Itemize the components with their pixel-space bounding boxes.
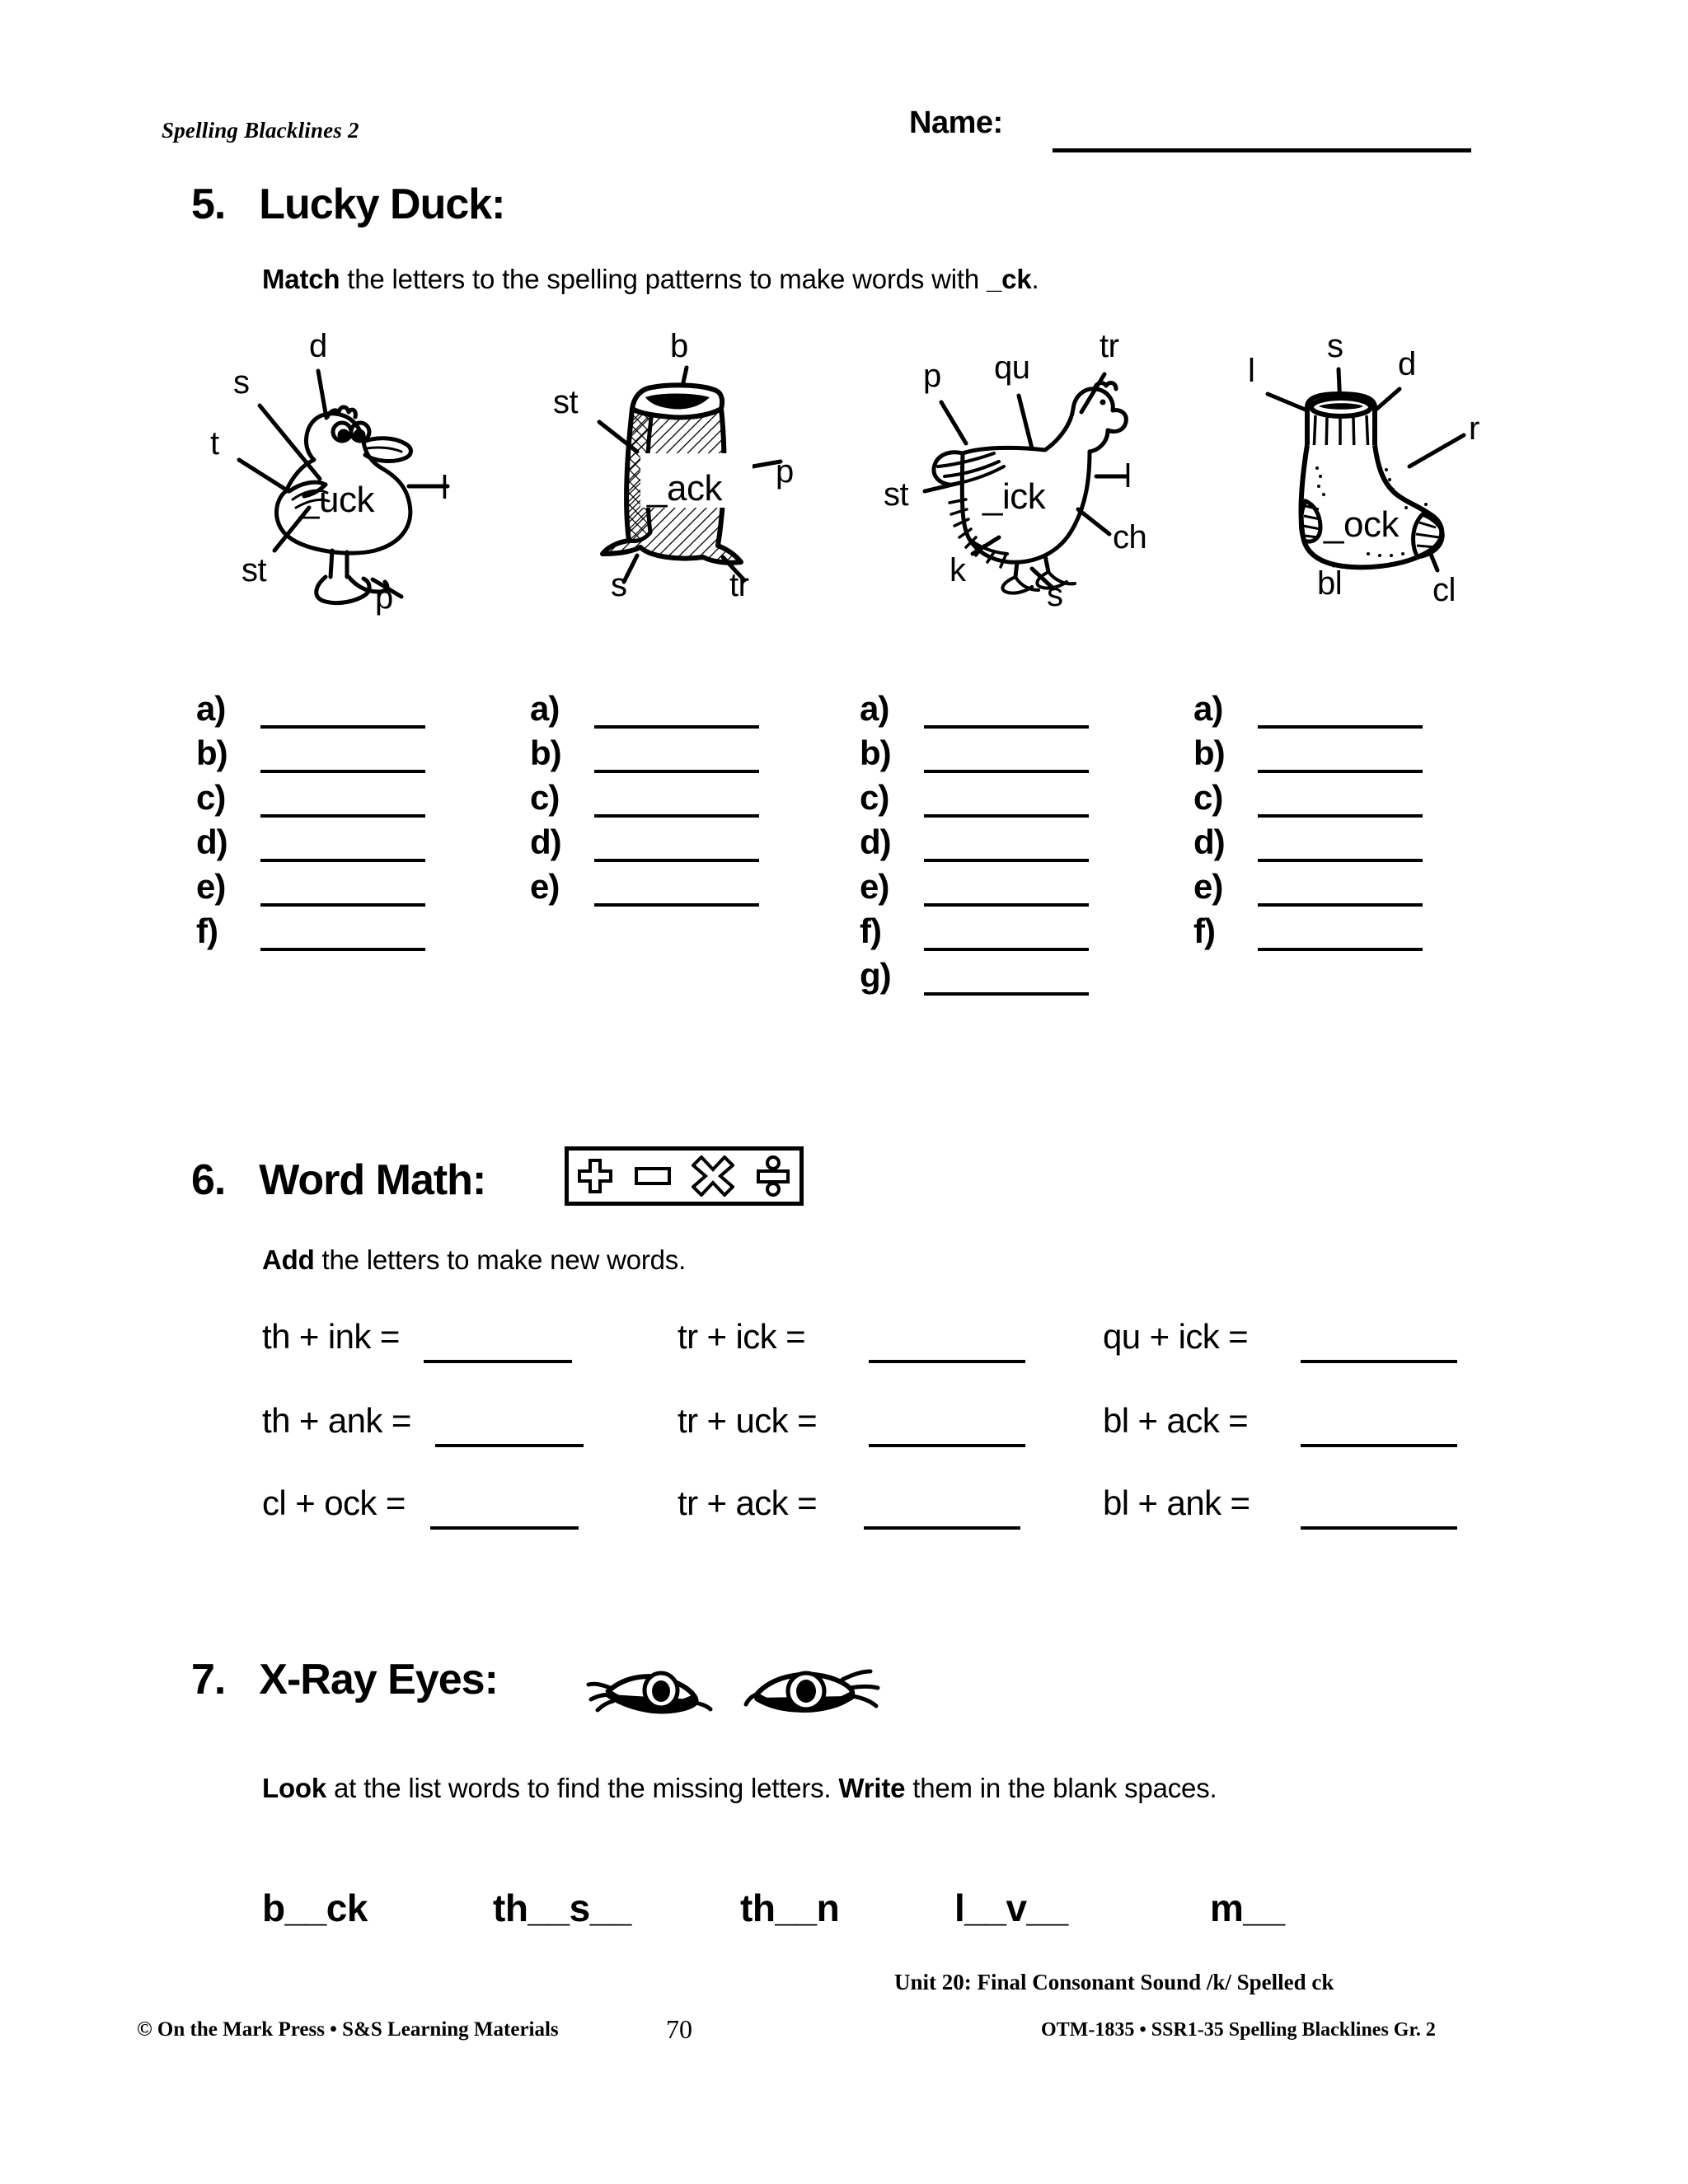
answer-letter: c) (1193, 778, 1223, 817)
answer-row (196, 733, 443, 781)
series-title: Spelling Blacklines 2 (162, 118, 359, 143)
answer-letter: b) (1193, 733, 1225, 772)
instruction-keyword: Look (262, 1773, 327, 1803)
section-6-heading (191, 1155, 485, 1205)
answer-row (860, 867, 1107, 915)
answer-row (530, 778, 777, 826)
word-math-answer-line[interactable] (1301, 1526, 1457, 1530)
answer-write-line[interactable] (924, 992, 1089, 996)
math-symbols-box (565, 1146, 804, 1206)
answer-letter: e) (860, 867, 889, 906)
answer-row (1193, 823, 1441, 870)
illustration-label: s (611, 567, 627, 603)
sock-icon (1228, 330, 1500, 626)
answer-row (1193, 733, 1441, 781)
spelling-pattern: _ack (647, 468, 722, 509)
answer-letter: a) (1193, 689, 1223, 728)
answer-letter: f) (860, 912, 881, 950)
answer-write-line[interactable] (260, 948, 425, 951)
answer-letter: f) (196, 912, 218, 950)
plus-symbol (577, 1157, 613, 1195)
instruction-keyword-2: Write (838, 1773, 906, 1803)
answer-row (530, 689, 777, 737)
section-7-title: X-Ray Eyes: (259, 1656, 498, 1704)
answer-row (196, 778, 443, 826)
word-math-equation: th + ink = (262, 1317, 400, 1356)
answer-column (530, 689, 777, 915)
illustration-sack (548, 330, 820, 626)
answer-write-line[interactable] (1258, 770, 1423, 773)
answer-letter: f) (1193, 912, 1215, 950)
answer-write-line[interactable] (1258, 859, 1423, 862)
answer-write-line[interactable] (594, 725, 759, 729)
section-5-instruction (262, 264, 1039, 295)
answer-write-line[interactable] (594, 859, 759, 862)
illustration-label: tr (1100, 328, 1119, 364)
spelling-pattern: _uck (299, 480, 374, 520)
answer-letter: e) (530, 867, 560, 906)
answer-column (196, 689, 443, 959)
section-6-number: 6. (191, 1156, 226, 1204)
answer-letter: b) (530, 733, 561, 772)
answer-row (196, 912, 443, 959)
answer-letter: g) (860, 956, 891, 995)
spelling-pattern: _ock (1324, 504, 1399, 545)
answer-row (1193, 689, 1441, 737)
illustration-label: d (309, 328, 327, 364)
answer-write-line[interactable] (1258, 814, 1423, 818)
answer-letter: d) (530, 823, 561, 861)
footer-copyright: © On the Mark Press • S&S Learning Materials (137, 2018, 559, 2041)
answer-write-line[interactable] (924, 770, 1089, 773)
illustration-label: tr (729, 567, 749, 603)
illustration-label: s (233, 364, 250, 401)
answer-letter: a) (530, 689, 560, 728)
instruction-pattern: _ck (987, 264, 1032, 294)
answer-write-line[interactable] (924, 725, 1089, 729)
minus-symbol (634, 1165, 672, 1187)
answer-row (1193, 867, 1441, 915)
answer-row (860, 912, 1107, 959)
illustration-label: r (1469, 410, 1479, 447)
answer-letter: b) (860, 733, 891, 772)
word-math-equation: qu + ick = (1103, 1317, 1249, 1356)
answer-row (1193, 778, 1441, 826)
word-math-equation: cl + ock = (262, 1483, 406, 1522)
section-7-instruction (262, 1770, 1515, 1807)
answer-row (860, 689, 1107, 737)
illustration-label: p (776, 453, 794, 490)
answer-letter: e) (1193, 867, 1223, 906)
xray-word[interactable]: th__s__ (493, 1886, 631, 1929)
answer-column (860, 689, 1107, 1004)
illustration-label: p (375, 579, 393, 616)
answer-row (1193, 912, 1441, 959)
answer-write-line[interactable] (260, 814, 425, 818)
illustration-label: ch (1113, 519, 1147, 555)
xray-word[interactable]: m__ (1210, 1886, 1285, 1929)
illustration-label: t (210, 425, 219, 462)
footer-product-code: OTM-1835 • SSR1-35 Spelling Blacklines Gr. 2 (1041, 2019, 1436, 2041)
xray-word[interactable]: l__v__ (954, 1886, 1068, 1929)
answer-write-line[interactable] (924, 859, 1089, 862)
instruction-text-2: them in the blank spaces. (905, 1773, 1217, 1803)
times-symbol (692, 1155, 734, 1197)
illustration-label: k (950, 552, 966, 588)
word-math-answer-line[interactable] (430, 1526, 579, 1530)
answer-letter: c) (860, 778, 889, 817)
answer-letter: d) (860, 823, 891, 861)
word-math-answer-line[interactable] (864, 1526, 1020, 1530)
answer-write-line[interactable] (1258, 948, 1423, 951)
word-math-equation: tr + ack = (678, 1483, 818, 1522)
illustration-label: b (670, 328, 688, 364)
answer-write-line[interactable] (260, 859, 425, 862)
section-7-heading (191, 1655, 498, 1704)
illustration-duck (210, 330, 482, 626)
section-6-title: Word Math: (259, 1156, 486, 1204)
answer-letter: d) (1193, 823, 1225, 861)
answer-row (860, 823, 1107, 870)
illustration-chicken (884, 330, 1156, 626)
instruction-keyword: Match (262, 264, 340, 294)
footer-page-number: 70 (666, 2014, 692, 2044)
answer-letter: b) (196, 733, 227, 772)
answer-row (860, 778, 1107, 826)
word-math-equation: th + ank = (262, 1401, 411, 1440)
instruction-text: the letters to make new words. (314, 1244, 687, 1275)
word-math-answer-line[interactable] (424, 1360, 572, 1363)
word-math-answer-line[interactable] (1301, 1444, 1457, 1447)
answer-row (196, 689, 443, 737)
name-label: Name: (909, 105, 1003, 140)
answer-write-line[interactable] (594, 814, 759, 818)
answer-row (196, 867, 443, 915)
eye-icon-left (585, 1663, 725, 1721)
illustration-label: qu (994, 349, 1030, 386)
word-math-answer-line[interactable] (1301, 1360, 1457, 1363)
answer-row (530, 867, 777, 915)
answer-row (530, 733, 777, 781)
answer-write-line[interactable] (924, 814, 1089, 818)
illustration-label: st (884, 476, 909, 513)
xray-word[interactable]: th__n (740, 1886, 840, 1929)
illustration-label: bl (1317, 565, 1343, 602)
answer-row (860, 956, 1107, 1004)
illustration-label: l (1248, 353, 1255, 389)
section-6-instruction (262, 1244, 686, 1276)
answer-write-line[interactable] (260, 770, 425, 773)
illustration-label: l (1124, 458, 1132, 494)
word-math-equation: bl + ack = (1103, 1401, 1249, 1440)
word-math-equation: tr + uck = (678, 1401, 818, 1440)
illustration-label: st (553, 384, 579, 420)
answer-column (1193, 689, 1441, 959)
answer-letter: e) (196, 867, 226, 906)
instruction-period: . (1031, 264, 1039, 294)
answer-write-line[interactable] (924, 903, 1089, 907)
instruction-text: at the list words to find the missing letters. (326, 1773, 839, 1803)
answer-letter: c) (530, 778, 560, 817)
instruction-keyword: Add (262, 1244, 315, 1275)
illustration-label: l (441, 470, 448, 506)
section-5-number: 5. (191, 180, 226, 228)
answer-row (530, 823, 777, 870)
word-math-equation: tr + ick = (678, 1317, 806, 1356)
name-input-line[interactable] (1053, 148, 1471, 152)
illustration-label: st (241, 552, 267, 588)
divide-symbol (755, 1155, 791, 1197)
illustration-label: s (1327, 328, 1343, 364)
word-math-answer-line[interactable] (435, 1444, 584, 1447)
eye-icon-right (742, 1660, 882, 1721)
word-math-answer-line[interactable] (869, 1444, 1025, 1447)
xray-word[interactable]: b__ck (262, 1886, 368, 1929)
footer-unit-title: Unit 20: Final Consonant Sound /k/ Spelled ck (894, 1970, 1334, 1994)
answer-letter: c) (196, 778, 226, 817)
answer-letter: d) (196, 823, 227, 861)
illustration-label: p (923, 358, 941, 394)
section-7-number: 7. (191, 1656, 226, 1704)
section-5-heading (191, 180, 505, 229)
answer-write-line[interactable] (594, 903, 759, 907)
illustration-label: s (1047, 577, 1063, 613)
answer-write-line[interactable] (924, 948, 1089, 951)
word-math-equation: bl + ank = (1103, 1483, 1250, 1522)
page-footer (0, 1970, 1688, 2092)
answer-write-line[interactable] (1258, 725, 1423, 729)
answer-write-line[interactable] (594, 770, 759, 773)
illustration-sock (1228, 330, 1500, 626)
answer-letter: a) (196, 689, 226, 728)
answer-row (196, 823, 443, 870)
spelling-pattern: _ick (982, 476, 1046, 517)
answer-write-line[interactable] (260, 903, 425, 907)
answer-write-line[interactable] (1258, 903, 1423, 907)
illustration-label: cl (1432, 572, 1456, 608)
section-5-title: Lucky Duck: (259, 180, 505, 228)
instruction-text: the letters to the spelling patterns to make words with (340, 264, 987, 294)
answer-letter: a) (860, 689, 889, 728)
word-math-answer-line[interactable] (869, 1360, 1025, 1363)
answer-row (860, 733, 1107, 781)
illustration-label: d (1398, 346, 1416, 382)
answer-write-line[interactable] (260, 725, 425, 729)
